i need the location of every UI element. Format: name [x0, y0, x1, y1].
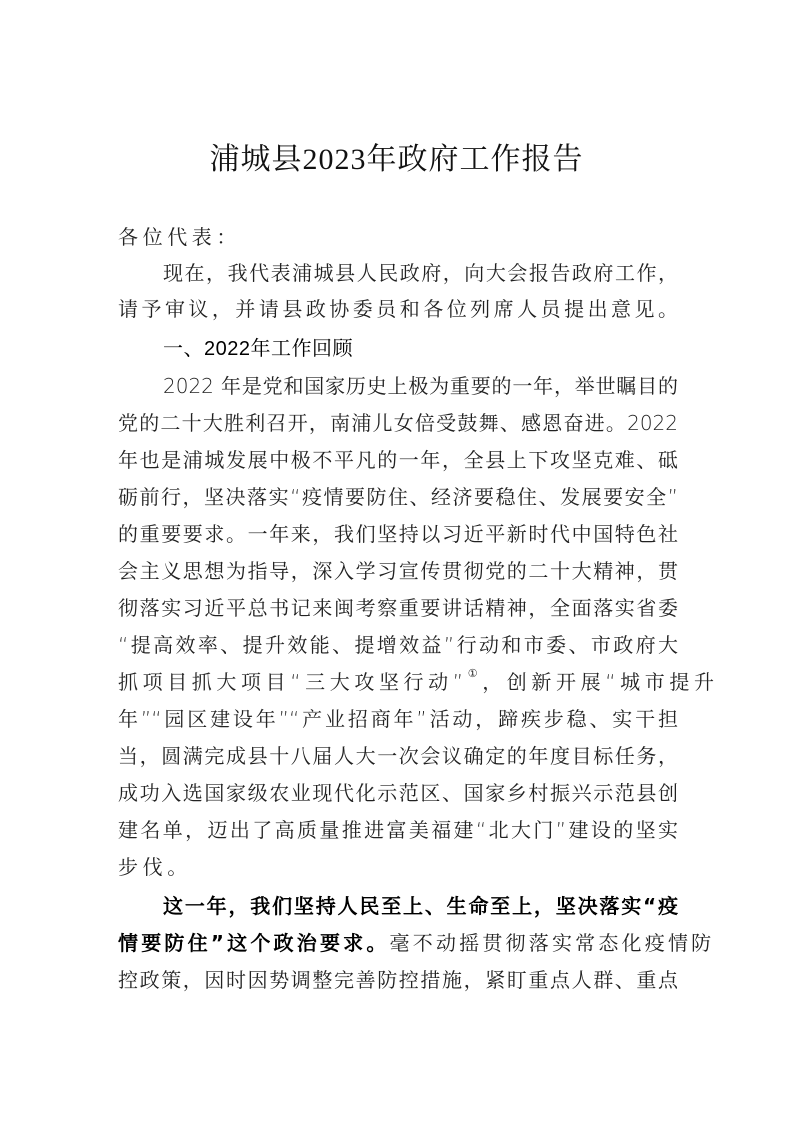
- paragraph-line: 控政策，因时因势调整完善防控措施，紧盯重点人群、重点: [118, 968, 678, 992]
- paragraph-line: 年也是浦城发展中极不平凡的一年，全县上下攻坚克难、砥: [118, 448, 678, 472]
- intro-line-1: 现在，我代表浦城县人民政府，向大会报告政府工作，: [163, 261, 678, 285]
- paragraph-line: 2022 年是党和国家历史上极为重要的一年，举世瞩目的: [163, 374, 678, 398]
- footnote-marker[interactable]: ①: [467, 667, 483, 680]
- paragraph-text: 毫不动摇贯彻落实常态化疫情防: [389, 931, 715, 955]
- section-heading: 一、2022年工作回顾: [163, 338, 353, 360]
- intro-line-2: 请予审议，并请县政协委员和各位列席人员提出意见。: [118, 297, 678, 321]
- bold-summary-line: 这一年，我们坚持人民至上、生命至上，坚决落实“疫: [163, 894, 678, 918]
- paragraph-line: 成功入选国家级农业现代化示范区、国家乡村振兴示范县创: [118, 781, 678, 805]
- paragraph-text: 抓项目抓大项目“三大攻坚行动”: [118, 670, 468, 694]
- salutation: 各位代表：: [118, 225, 241, 249]
- paragraph-line-with-footnote: [118, 667, 719, 697]
- paragraph-text: ，创新开展“城市提升: [482, 670, 719, 694]
- paragraph-line: 步伐。: [118, 855, 192, 879]
- paragraph-line: 砺前行，坚决落实“疫情要防住、经济要稳住、发展要安全”: [118, 485, 678, 509]
- paragraph-line: “提高效率、提升效能、提增效益”行动和市委、市政府大: [118, 633, 678, 657]
- paragraph-line: 彻落实习近平总书记来闽考察重要讲话精神，全面落实省委: [118, 596, 678, 620]
- paragraph-line: 党的二十大胜利召开，南浦儿女倍受鼓舞、感恩奋进。2022: [118, 411, 678, 435]
- paragraph-line: 会主义思想为指导，深入学习宣传贯彻党的二十大精神，贯: [118, 559, 678, 583]
- paragraph-line-mixed: [118, 928, 715, 958]
- paragraph-line: 年”“园区建设年”“产业招商年”活动，蹄疾步稳、实干担: [118, 707, 678, 731]
- paragraph-line: 当，圆满完成县十八届人大一次会议确定的年度目标任务，: [118, 744, 678, 768]
- document-title: 浦城县2023年政府工作报告: [209, 143, 584, 176]
- paragraph-line: 的重要要求。一年来，我们坚持以习近平新时代中国特色社: [118, 522, 678, 546]
- bold-text: 情要防住”这个政治要求。: [118, 931, 390, 955]
- paragraph-line: 建名单，迈出了高质量推进富美福建“北大门”建设的坚实: [118, 818, 678, 842]
